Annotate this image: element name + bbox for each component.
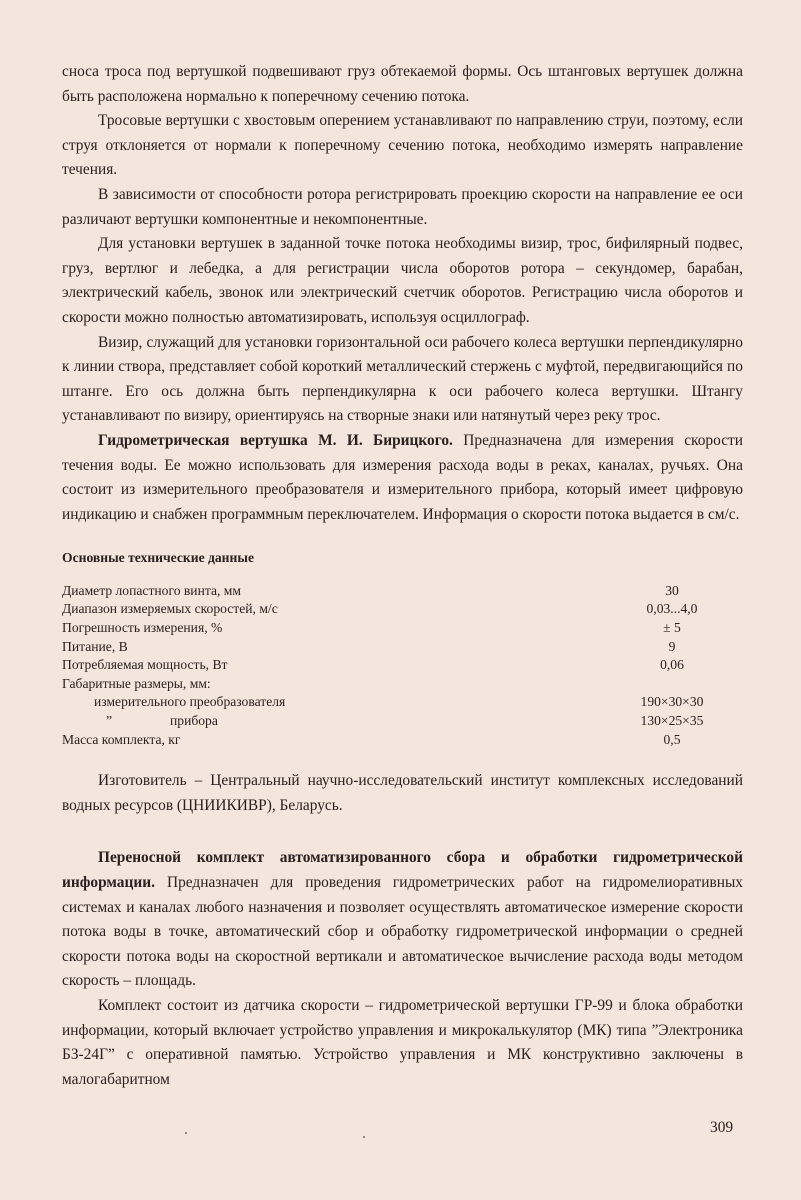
paragraph-4: Для установки вертушек в заданной точке потока необходимы визир, трос, бифилярный подвес, груз, вертлюг и лебедка, а для регистрации числа оборотов ротора – секундомер, барабан, электрический кабель, звонок или электрический счетчик оборотов. Регистрацию числа оборотов и скорости можно полностью автоматизировать, используя осциллограф.	[62, 235, 743, 326]
spec-value: 9	[668, 638, 676, 654]
spec-label: Погрешность измерения, %	[62, 620, 223, 636]
spec-label: Питание, В	[62, 638, 128, 654]
paragraph-2: Тросовые вертушки с хвостовым оперением устанавливают по направлению струи, поэтому, если струя отклоняется от нормали к поперечному сечению потока, необходимо измерять направление течения.	[62, 112, 743, 179]
spec-value: 0,03...4,0	[646, 601, 698, 617]
spec-label: измерительного преобразователя	[94, 694, 286, 710]
specs-title: Основные технические данные	[62, 550, 254, 566]
spec-row	[62, 693, 743, 712]
spec-label: Габаритные размеры, мм:	[62, 675, 211, 691]
manufacturer-note: Изготовитель – Центральный научно-исследовательский институт комплексных исследований водных ресурсов (ЦНИИКИВР), Беларусь.	[62, 772, 743, 814]
spec-label: Диаметр лопастного винта, мм	[62, 582, 241, 598]
spec-label: Масса комплекта, кг	[62, 731, 181, 747]
specs-table	[62, 549, 743, 749]
print-speck	[185, 1132, 187, 1134]
spec-row	[62, 600, 743, 619]
page-number: 309	[710, 1119, 734, 1136]
spec-value: 130×25×35	[640, 713, 704, 729]
spec-value: 30	[665, 582, 679, 598]
device-description: Предназначена для измерения скорости течения воды. Ее можно использовать для измерения расхода воды в реках, каналах, ручьях. Она состоит из измерительного преобразователя и измерительного прибора, который имеет цифровую индикацию и снабжен программным переключателем. Информация о скорости потока выдается в см/с.	[62, 431, 743, 523]
spec-value: 0,06	[660, 657, 684, 673]
spec-row	[62, 619, 743, 638]
ditto-mark: ”	[106, 713, 113, 729]
paragraph-5: Визир, служащий для установки горизонтальной оси рабочего колеса вертушки перпендикулярно к линии створа, представляет собой короткий металлический стержень с муфтой, передвигающийся по штанге. Его ось должна быть перпендикулярна к оси рабочего колеса вертушки. Штангу устанавливают по визиру, ориентируясь на створные знаки или натянутый через реку трос.	[62, 333, 743, 425]
kit-title: Переносной комплект автоматизированного сбора и обработки гидрометрической информации.	[62, 849, 743, 891]
spec-row	[62, 638, 743, 657]
kit-description: Предназначен для проведения гидрометрических работ на гидромелиоративных системах и каналах любого назначения и позволяет осуществлять автоматическое измерение скорости потока воды в точке, автоматический сбор и обработку гидрометрической информации о средней скорости потока воды на скоростной вертикали и автоматическое вычисление расхода воды методом скорость – площадь.	[62, 874, 743, 990]
device-title: Гидрометрическая вертушка М. И. Бирицкого.	[98, 431, 453, 449]
spec-row	[62, 582, 743, 601]
spec-label: Потребляемая мощность, Вт	[62, 657, 228, 673]
spec-row	[62, 675, 743, 694]
spec-row	[62, 656, 743, 675]
spec-value: 190×30×30	[640, 694, 704, 710]
spec-value: 0,5	[663, 731, 681, 747]
section2-paragraph-2: Комплект состоит из датчика скорости – гидрометрической вертушки ГР-99 и блока обработки информации, который включает устройство управления и микрокалькулятор (МК) типа ”Электроника БЗ-24Г” с оперативной памятью. Устройство управления и МК конструктивно заключены в малогабаритном	[62, 996, 743, 1088]
paragraph-3: В зависимости от способности ротора регистрировать проекцию скорости на направление ее оси различают вертушки компонентные и некомпонентные.	[62, 185, 743, 228]
spec-value: ± 5	[663, 620, 681, 636]
spec-row	[62, 731, 743, 750]
paragraph-6	[62, 429, 743, 527]
spec-label: прибора	[170, 713, 218, 729]
spec-row	[62, 712, 743, 731]
spec-label: Диапазон измеряемых скоростей, м/с	[62, 601, 278, 617]
paragraph-1: сноса троса под вертушкой подвешивают груз обтекаемой формы. Ось штанговых вертушек должна быть расположена нормально к поперечному сечению потока.	[62, 63, 743, 105]
section2-paragraph-1	[62, 846, 743, 994]
print-speck	[363, 1136, 365, 1138]
